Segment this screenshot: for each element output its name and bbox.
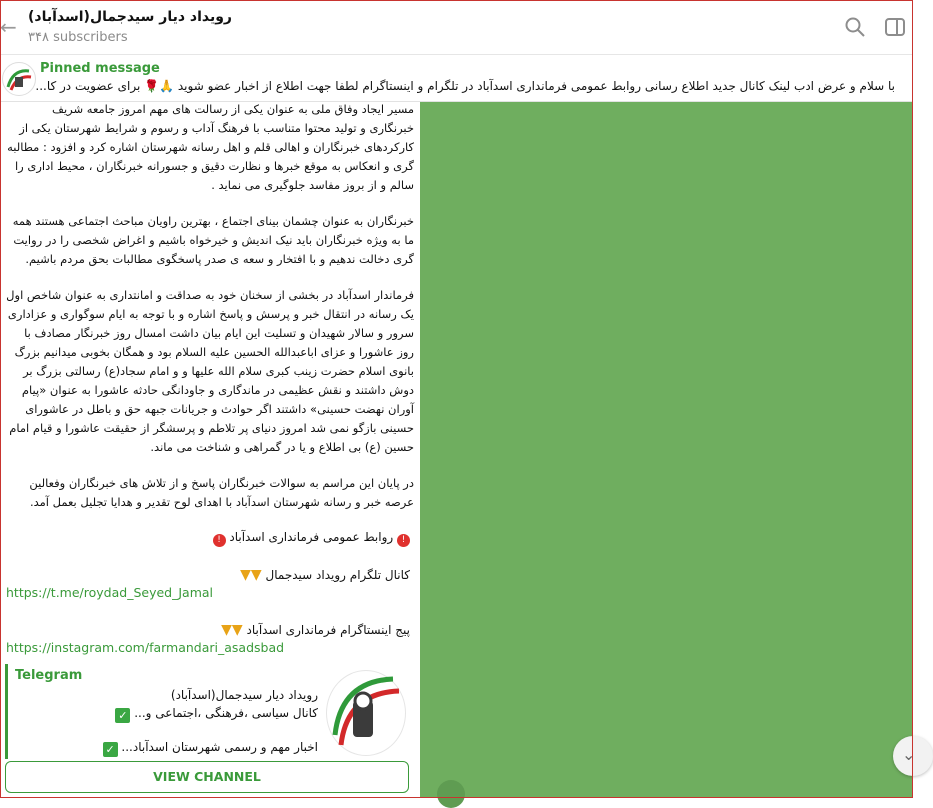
instagram-label: پیج اینستاگرام فرمانداری اسدآباد xyxy=(246,623,410,637)
pinned-thumbnail xyxy=(2,62,36,96)
chevron-down-icon[interactable]: ⌄ xyxy=(902,745,916,764)
chat-background-decoration xyxy=(437,780,465,808)
pinned-text[interactable]: با سلام و عرض ادب لینک کانال جدید اطلاع رسانی روابط عمومی فرمانداری اسدآباد در تلگرام و اینستاگرام لطفا جهت اطلاع از اخبار عضو شوید 🙏🌹 برای عضویت در کا... xyxy=(35,79,895,93)
subscriber-count: ۳۴۸ subscribers xyxy=(28,30,128,45)
preview-description-text: اخبار مهم و رسمی شهرستان اسدآباد... xyxy=(121,740,318,754)
search-icon[interactable] xyxy=(844,16,866,38)
chat-background xyxy=(420,102,913,798)
message-body xyxy=(4,100,414,529)
telegram-label: کانال تلگرام رویداد سیدجمال xyxy=(265,568,410,582)
instagram-label-line xyxy=(4,622,410,638)
pointing-down-icon: ▼▼ xyxy=(240,567,262,583)
view-channel-button[interactable]: VIEW CHANNEL xyxy=(5,761,409,793)
signature-line xyxy=(4,530,410,547)
message-paragraph: در پایان این مراسم به سوالات خبرنگاران پاسخ و از تلاش های خبرنگاران وفعالین عرصه خبر و رسانه شهرستان اسدآباد با اهدای لوح تقدیر و هدایا تجلیل بعمل آمد. xyxy=(29,476,414,509)
preview-source: Telegram xyxy=(15,668,83,683)
preview-description-line xyxy=(90,740,318,757)
message-paragraph: خبرنگاران به عنوان چشمان بینای اجتماع ، بهترین راویان مباحث اجتماعی هستند همه ما به ویژه خبرنگاران باید نیک اندیش و خیرخواه باشیم و اغراض شخصی را در روایت گری دخالت ندهیم و با افتخار و سعه ی صدر پاسخگوی مطالبات بحق مردم باشیم. xyxy=(12,214,414,266)
preview-description-line xyxy=(90,706,318,723)
channel-title[interactable]: رویداد دیار سیدجمال(اسدآباد) xyxy=(28,9,232,25)
pointing-down-icon: ▼▼ xyxy=(221,622,243,638)
preview-channel-name: رویداد دیار سیدجمال(اسدآباد) xyxy=(170,688,318,702)
telegram-link[interactable]: https://t.me/roydad_Seyed_Jamal xyxy=(6,585,214,600)
message-paragraph: فرماندار اسدآباد در بخشی از سخنان خود به صداقت و امانتداری به عنوان شاخص اول یک رسانه در انتقال خبر و پرسش و پاسخ اشاره و با توجه به ایام سوگواری و عزاداری سرور و سالار شهیدان و تسلیت این ایام بیان داشت امسال روز خبرنگار مصادف با روز عاشورا و عزای اباعبدالله الحسین علیه السلام بود و همگان بخوبی میدانیم بزرگ بانوی اسلام حضرت زینب کبری سلام الله علیها و و امام سجاد(ع) رسالتی بزرگ بر دوش داشتند و نقش عظیمی در ماندگاری و جاودانگی حادثه عاشورا به عنوان «پیام آوران نهضت حسینی» داشتند اگر حوادث و جریانات جبهه حق و باطل در عاشورای حسینی بازگو نمی شد امروز دنیای پر تلاطم و پرسشگر از حقیقت عاشورا و قیام امام حسین (ع) بی اطلاع و یا در گمراهی و شناخت می ماند. xyxy=(6,288,414,454)
channel-logo[interactable] xyxy=(326,670,406,756)
signature-text: روابط عمومی فرمانداری اسدآباد xyxy=(229,530,394,544)
instagram-link[interactable]: https://instagram.com/farmandari_asadsbad xyxy=(6,640,285,655)
check-mark-icon: ✓ xyxy=(103,742,118,757)
telegram-label-line xyxy=(4,567,410,583)
chat-header xyxy=(0,0,913,55)
chevron-left-icon[interactable]: ← xyxy=(0,15,17,39)
message-paragraph: مسیر ایجاد وفاق ملی به عنوان یکی از رسالت های مهم امروز جامعه شریف خبرنگاری و تولید محتوا متناسب با فرهنگ آداب و رسوم و شرایط شهرستان یکی از کارکردهای خبرنگاران و اهالی قلم و اهل رسانه شهرستان اشاره کرد و افزود : مطالبه گری و انعکاس به موقع خبرها و نظارت دقیق و جسورانه خبرنگاران ، محیط اداری را سالم و از بروز مفاسد جلوگیری می نماید . xyxy=(7,102,414,192)
sidebar-panel-icon[interactable] xyxy=(884,16,906,38)
check-mark-icon: ✓ xyxy=(115,708,130,723)
exclamation-icon: ! xyxy=(213,534,226,547)
pinned-label: Pinned message xyxy=(40,61,160,76)
preview-description-text: کانال سیاسی ،فرهنگی ،اجتماعی و... xyxy=(134,706,318,720)
exclamation-icon: ! xyxy=(397,534,410,547)
